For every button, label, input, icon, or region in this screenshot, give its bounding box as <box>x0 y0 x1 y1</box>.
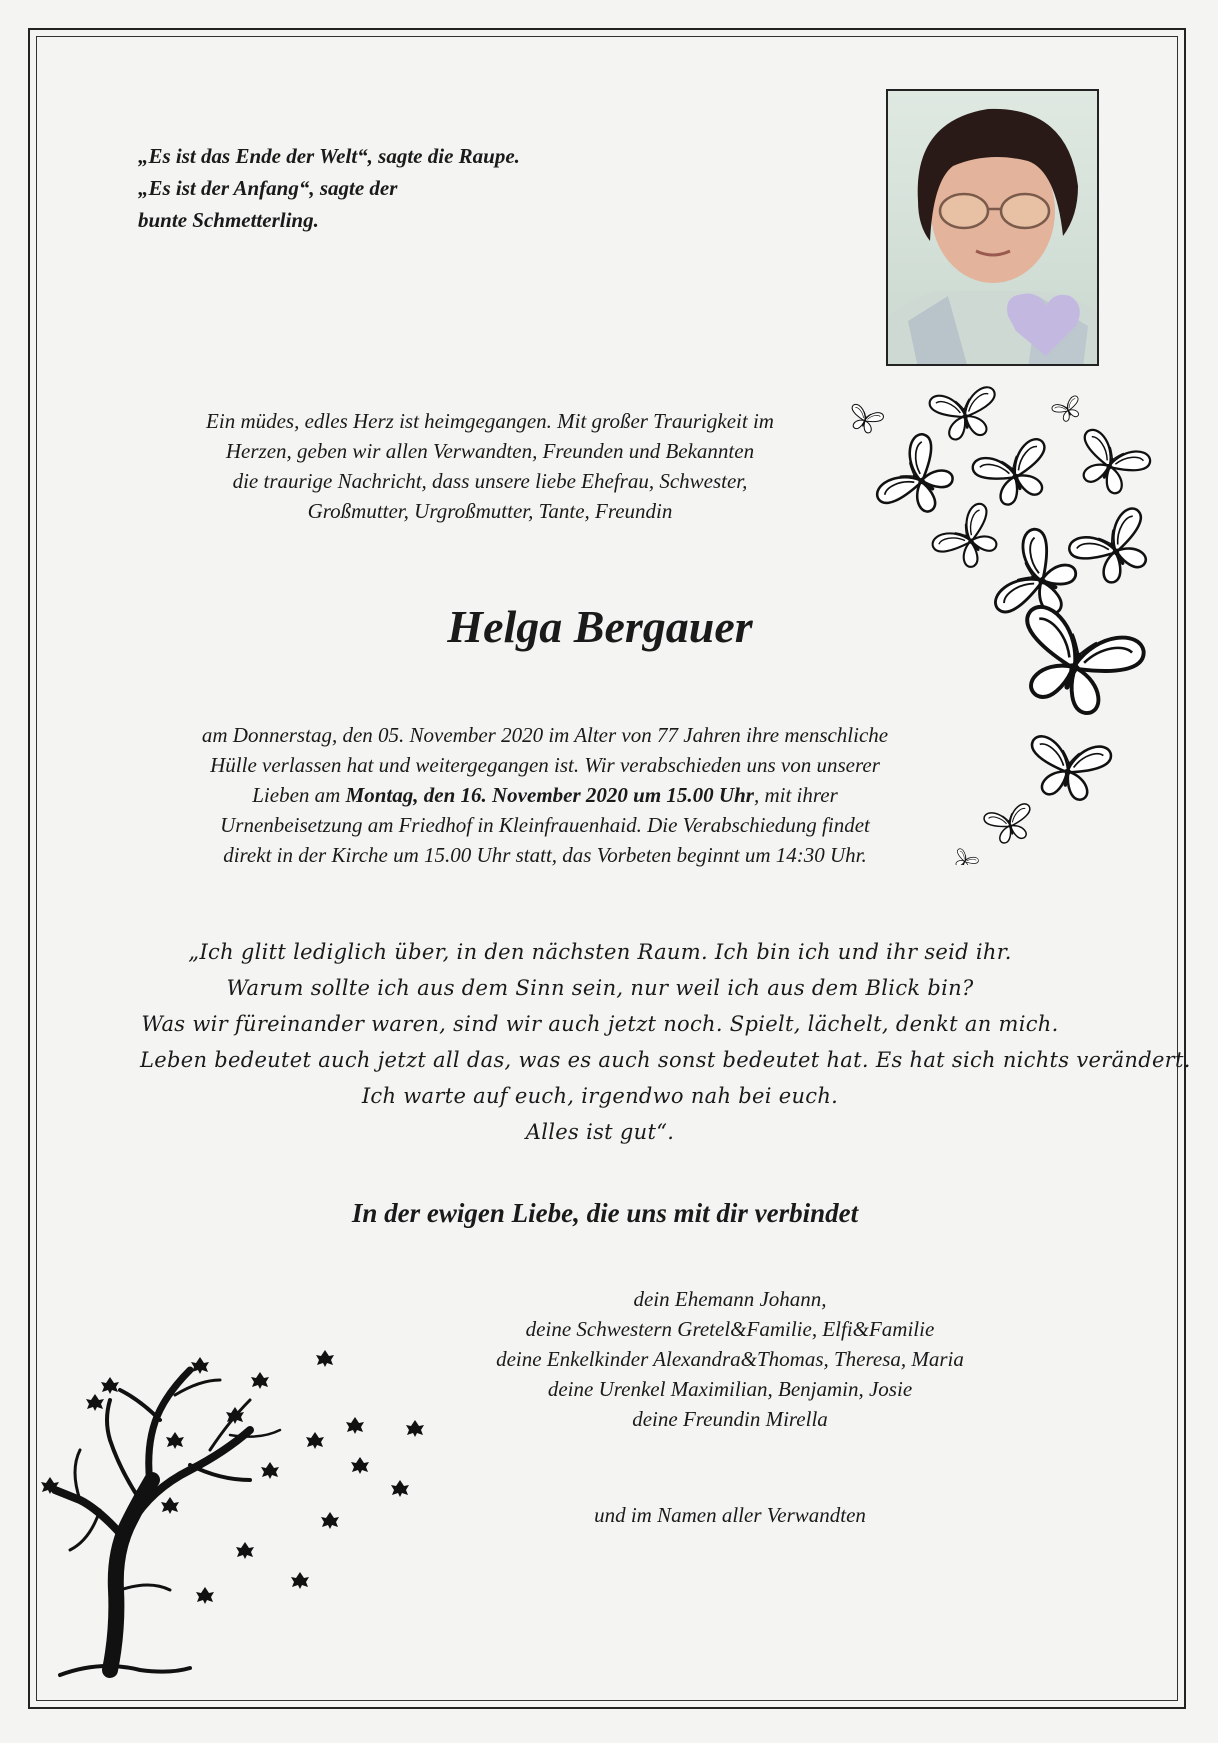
announcement-text <box>80 406 900 526</box>
leaf-icon <box>251 1372 269 1389</box>
poem-line: „Ich glitt lediglich über, in den nächsten Raum. Ich bin ich und ihr seid ihr. <box>188 940 1012 964</box>
poem-line: Was wir füreinander waren, sind wir auch jetzt noch. Spielt, lächelt, denkt an mich. <box>141 1012 1059 1036</box>
leaf-icon <box>191 1357 209 1374</box>
quote-line: bunte Schmetterling. <box>138 208 319 232</box>
butterfly-icon <box>1003 603 1147 725</box>
leaf-icon <box>321 1512 339 1529</box>
butterfly-icon <box>1066 505 1163 594</box>
portrait-photo <box>886 89 1099 366</box>
butterfly-icon <box>951 848 980 865</box>
mourners-list <box>420 1284 1040 1434</box>
butterfly-icon <box>930 501 1010 579</box>
quote-line: „Es ist das Ende der Welt“, sagte die Raupe. <box>138 144 520 168</box>
poem-line: Leben bedeutet auch jetzt all das, was es auch sonst bedeutet hat. Es hat sich nichts verändert. <box>140 1048 1191 1072</box>
leaf-icon <box>261 1462 279 1479</box>
details-line: Urnenbeisetzung am Friedhof in Kleinfrauenhaid. Die Verabschiedung findet <box>220 813 870 837</box>
leaf-icon <box>351 1457 369 1474</box>
leaf-icon <box>306 1432 324 1449</box>
details-text: Lieben am <box>252 783 346 807</box>
details-line: direkt in der Kirche um 15.00 Uhr statt, das Vorbeten beginnt um 14:30 Uhr. <box>223 843 867 867</box>
leaf-icon <box>316 1350 334 1367</box>
tree-icon <box>55 1370 280 1675</box>
mourner-line: deine Urenkel Maximilian, Benjamin, Josie <box>547 1377 913 1401</box>
mourner-line: deine Freundin Mirella <box>632 1407 828 1431</box>
poem-line: Alles ist gut“. <box>525 1120 675 1144</box>
closing-phrase: In der ewigen Liebe, die uns mit dir verbindet <box>351 1198 859 1228</box>
intro-line: Herzen, geben wir allen Verwandten, Freunden und Bekannten <box>225 439 755 463</box>
mourner-line: dein Ehemann Johann, <box>633 1287 827 1311</box>
deceased-name: Helga Bergauer <box>447 601 753 652</box>
butterfly-icon <box>928 386 1001 443</box>
poem-line: Warum sollte ich aus dem Sinn sein, nur weil ich aus dem Blick bin? <box>226 976 974 1000</box>
mourner-line: deine Enkelkinder Alexandra&Thomas, Theresa, Maria <box>496 1347 964 1371</box>
details-line: Hülle verlassen hat und weitergegangen ist. Wir verabschieden uns von unserer <box>210 753 880 777</box>
leaf-icon <box>101 1377 119 1394</box>
poem-line: Ich warte auf euch, irgendwo nah bei euch. <box>361 1084 839 1108</box>
intro-line: Ein müdes, edles Herz ist heimgegangen. Mit großer Traurigkeit im <box>206 409 774 433</box>
leaf-icon <box>236 1542 254 1559</box>
butterfly-icon <box>874 431 966 529</box>
butterfly-icon <box>846 403 885 436</box>
leaf-icon <box>166 1432 184 1449</box>
butterflies-decoration <box>830 385 1170 865</box>
intro-line: Großmutter, Urgroßmutter, Tante, Freundin <box>307 499 673 523</box>
leaf-icon <box>291 1572 309 1589</box>
details-text: , mit ihrer <box>753 783 838 807</box>
butterfly-icon <box>970 437 1059 512</box>
leaf-icon <box>346 1417 364 1434</box>
leaf-icon <box>86 1394 104 1411</box>
quote-line: „Es ist der Anfang“, sagte der <box>138 176 398 200</box>
opening-quote <box>138 140 698 236</box>
intro-line: die traurige Nachricht, dass unsere liebe Ehefrau, Schwester, <box>232 469 748 493</box>
leaf-icon <box>406 1420 424 1437</box>
details-line: am Donnerstag, den 05. November 2020 im Alter von 77 Jahren ihre menschliche <box>201 723 889 747</box>
butterfly-icon <box>1068 427 1153 502</box>
funeral-date: Montag, den 16. November 2020 um 15.00 Uhr <box>345 783 754 807</box>
leaf-icon <box>391 1480 409 1497</box>
butterfly-icon <box>1024 735 1112 804</box>
leaf-icon <box>161 1497 179 1514</box>
mourner-line: deine Schwestern Gretel&Familie, Elfi&Familie <box>525 1317 935 1341</box>
memorial-poem <box>140 934 1191 1150</box>
leaf-icon <box>196 1587 214 1604</box>
tree-decoration <box>40 1340 460 1680</box>
butterfly-icon <box>1051 395 1085 425</box>
relatives-line: und im Namen aller Verwandten <box>594 1503 866 1527</box>
butterfly-icon <box>983 803 1037 847</box>
